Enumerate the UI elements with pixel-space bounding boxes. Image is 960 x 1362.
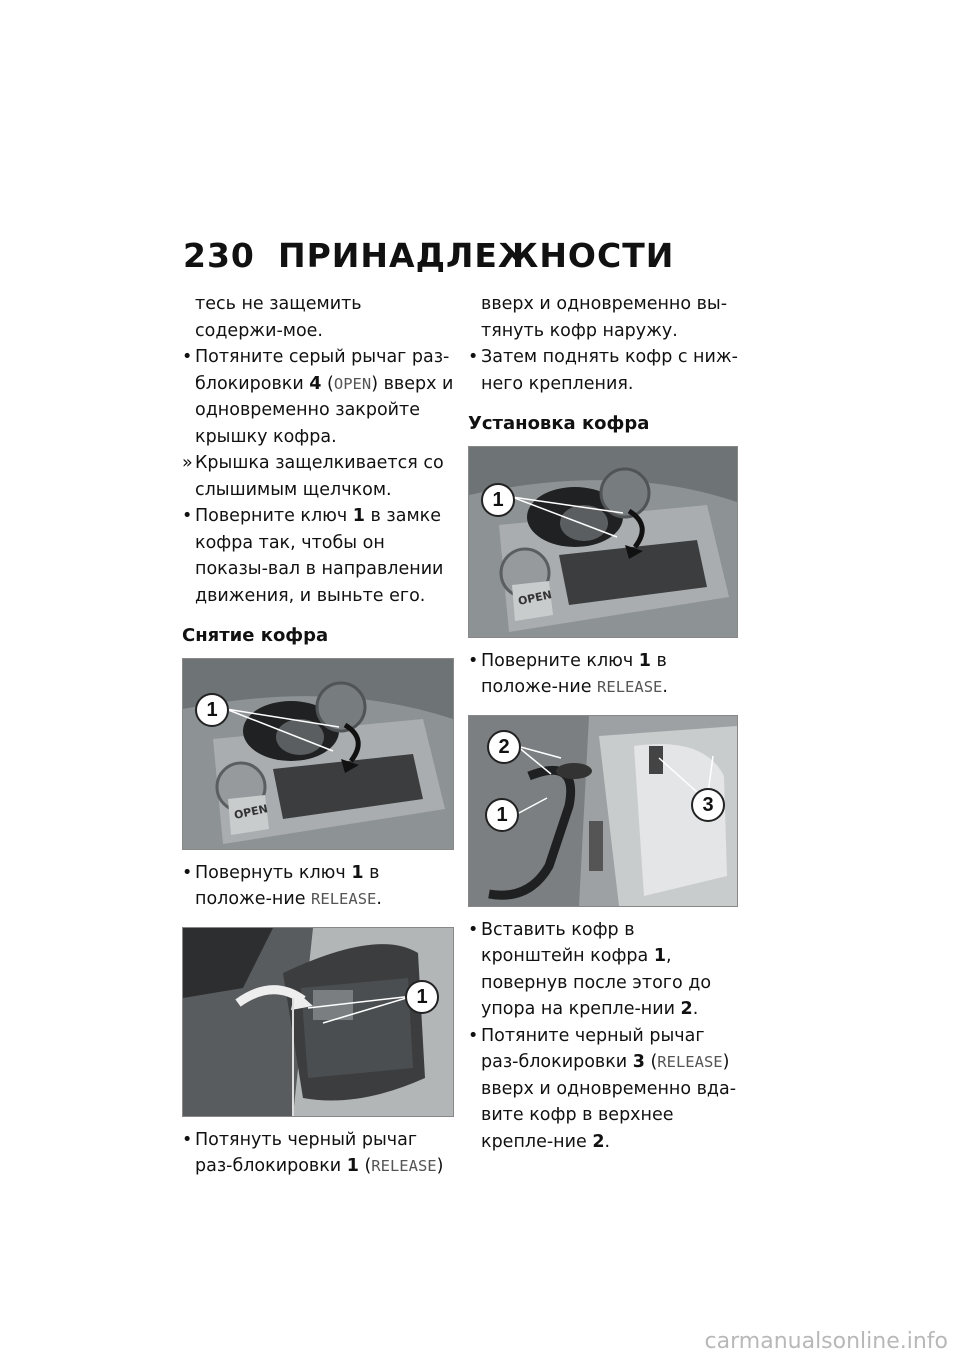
- callout-3: 3: [691, 788, 725, 822]
- page-number: 230: [183, 236, 255, 275]
- instruction-turn-key-release: • Поверните ключ 1 в положе-ние RELEASE.: [468, 648, 740, 701]
- watermark: carmanualsonline.info: [704, 1329, 948, 1354]
- page-title: ПРИНАДЛЕЖНОСТИ: [278, 236, 675, 275]
- instruction-insert-case: • Вставить кофр в кронштейн кофра 1, повернув после этого до упора на крепле-нии 2.: [468, 917, 740, 1023]
- continued-text: вверх и одновременно вы-тянуть кофр наружу.: [481, 294, 728, 341]
- result-lid-click: » Крышка защелкивается со слышимым щелчком.: [182, 450, 454, 503]
- callout-1: 1: [485, 798, 519, 832]
- case-photo: [183, 928, 453, 1116]
- figure-key-lock-install: [468, 446, 738, 638]
- bullet: •: [468, 347, 479, 367]
- bullet: •: [468, 1025, 479, 1046]
- figure-case-mount: [468, 715, 738, 907]
- instruction-turn-key-release: • Повернуть ключ 1 в положе-ние RELEASE.: [182, 860, 454, 913]
- open-label: OPEN: [232, 801, 270, 822]
- callout-1: 1: [405, 980, 439, 1014]
- page-header: [183, 236, 674, 275]
- instruction-close-lid: • Потяните серый рычаг раз-блокировки 4 (OPEN) вверх и одновременно закройте крышку кофра.: [182, 344, 454, 450]
- figure-key-lock-removal: [182, 658, 454, 850]
- heading-install: Установка кофра: [468, 413, 650, 434]
- left-column: [182, 291, 454, 1180]
- bullet: •: [468, 650, 479, 671]
- right-column: [468, 291, 740, 1155]
- bullet: •: [468, 919, 479, 940]
- heading-removal: Снятие кофра: [182, 625, 329, 646]
- lock-photo: [183, 659, 453, 849]
- figure-release-lever: [182, 927, 454, 1117]
- instruction-lift-case: • Затем поднять кофр с ниж-него крепления.: [468, 344, 740, 397]
- bullet: •: [182, 347, 193, 367]
- callout-1: 1: [481, 483, 515, 517]
- instruction-pull-lever: • Потянуть черный рычаг раз-блокировки 1 (RELEASE): [182, 1127, 454, 1180]
- bullet: •: [182, 1129, 193, 1150]
- instruction-turn-key: • Поверните ключ 1 в замке кофра так, чтобы он показы-вал в направлении движения, и выньте его.: [182, 503, 454, 609]
- bullet: •: [182, 506, 193, 526]
- instruction-push-case: • Потяните черный рычаг раз-блокировки 3 (RELEASE) вверх и одновременно вда-вите кофр в верхнее крепле-ние 2.: [468, 1023, 740, 1156]
- result-mark: »: [182, 453, 193, 473]
- continued-text: тесь не защемить содержи-мое.: [195, 294, 362, 341]
- lock-photo: [469, 447, 737, 637]
- open-label: OPEN: [516, 587, 554, 608]
- callout-1: 1: [195, 693, 229, 727]
- bullet: •: [182, 862, 193, 883]
- callout-2: 2: [487, 730, 521, 764]
